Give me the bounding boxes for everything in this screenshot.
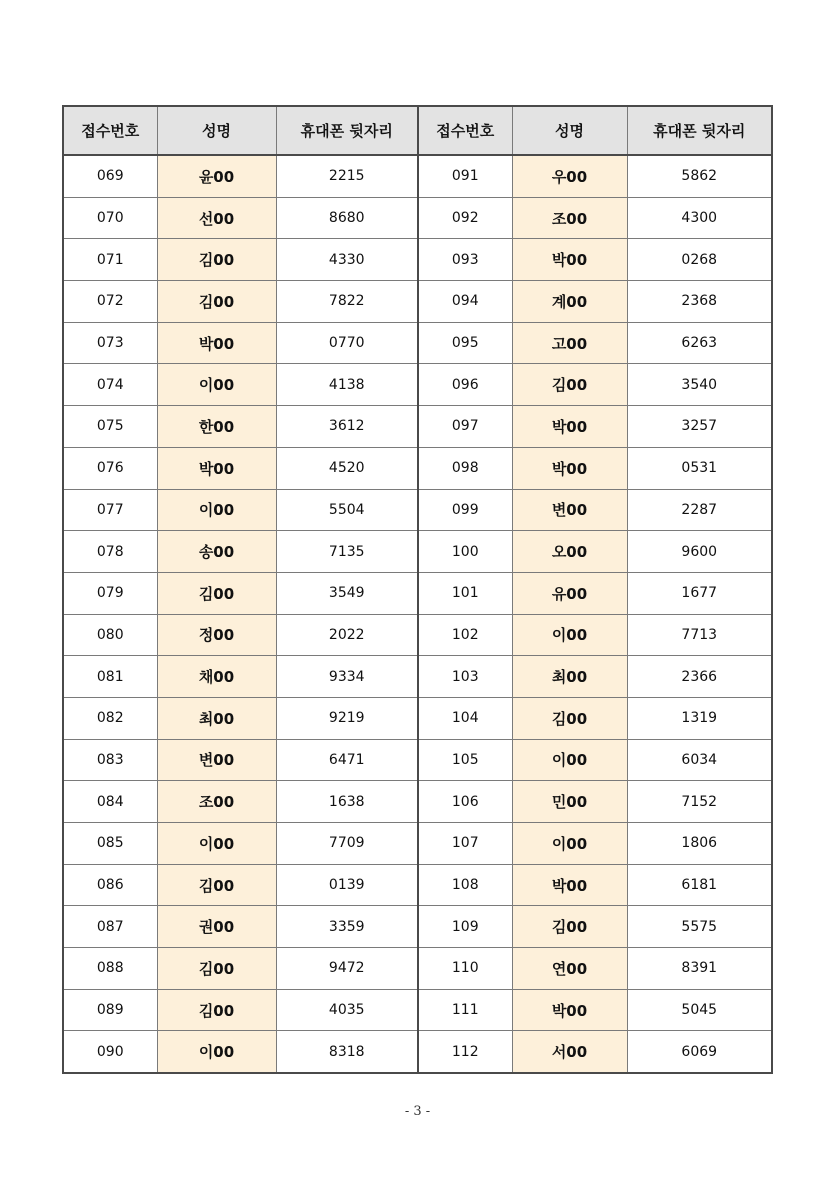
cell-name-left: 선00 — [157, 197, 276, 239]
cell-name-left: 김00 — [157, 948, 276, 990]
cell-name-left: 김00 — [157, 989, 276, 1031]
cell-phone-last-digits-left: 9219 — [276, 697, 418, 739]
cell-phone-last-digits-left: 4330 — [276, 239, 418, 281]
cell-receipt-number-right: 097 — [418, 406, 512, 448]
cell-name-right: 이00 — [512, 614, 627, 656]
cell-name-right: 오00 — [512, 531, 627, 573]
table-row — [63, 572, 772, 614]
cell-phone-last-digits-right: 2368 — [627, 281, 772, 323]
table-row — [63, 906, 772, 948]
cell-receipt-number-right: 101 — [418, 572, 512, 614]
cell-phone-last-digits-left: 7822 — [276, 281, 418, 323]
cell-phone-last-digits-right: 1677 — [627, 572, 772, 614]
cell-receipt-number-right: 098 — [418, 447, 512, 489]
table-row — [63, 281, 772, 323]
cell-receipt-number-right: 107 — [418, 823, 512, 865]
table-row — [63, 697, 772, 739]
table-row — [63, 656, 772, 698]
cell-receipt-number-left: 070 — [63, 197, 157, 239]
table-row — [63, 322, 772, 364]
cell-phone-last-digits-right: 0531 — [627, 447, 772, 489]
cell-receipt-number-left: 072 — [63, 281, 157, 323]
cell-phone-last-digits-left: 0139 — [276, 864, 418, 906]
table-row — [63, 739, 772, 781]
cell-receipt-number-right: 100 — [418, 531, 512, 573]
cell-phone-last-digits-left: 7709 — [276, 823, 418, 865]
cell-receipt-number-right: 103 — [418, 656, 512, 698]
cell-phone-last-digits-right: 3257 — [627, 406, 772, 448]
cell-name-right: 변00 — [512, 489, 627, 531]
cell-receipt-number-left: 082 — [63, 697, 157, 739]
cell-phone-last-digits-left: 4138 — [276, 364, 418, 406]
cell-name-right: 김00 — [512, 697, 627, 739]
cell-name-right: 박00 — [512, 406, 627, 448]
table-row — [63, 489, 772, 531]
cell-receipt-number-left: 086 — [63, 864, 157, 906]
cell-phone-last-digits-right: 6263 — [627, 322, 772, 364]
applicant-table-container — [62, 105, 771, 1074]
cell-name-left: 윤00 — [157, 155, 276, 197]
cell-phone-last-digits-left: 2215 — [276, 155, 418, 197]
table-row — [63, 864, 772, 906]
cell-phone-last-digits-right: 2287 — [627, 489, 772, 531]
cell-name-left: 김00 — [157, 864, 276, 906]
cell-phone-last-digits-right: 4300 — [627, 197, 772, 239]
cell-receipt-number-left: 083 — [63, 739, 157, 781]
cell-phone-last-digits-right: 7713 — [627, 614, 772, 656]
cell-name-left: 이00 — [157, 823, 276, 865]
header-phone-last-digits-left: 휴대폰 뒷자리 — [276, 106, 418, 155]
cell-phone-last-digits-left: 0770 — [276, 322, 418, 364]
cell-phone-last-digits-right: 6034 — [627, 739, 772, 781]
cell-name-left: 송00 — [157, 531, 276, 573]
cell-phone-last-digits-right: 7152 — [627, 781, 772, 823]
cell-phone-last-digits-right: 6069 — [627, 1031, 772, 1073]
cell-phone-last-digits-right: 8391 — [627, 948, 772, 990]
page-number: - 3 - — [404, 1104, 431, 1119]
cell-name-left: 김00 — [157, 239, 276, 281]
cell-receipt-number-left: 090 — [63, 1031, 157, 1073]
cell-name-right: 이00 — [512, 739, 627, 781]
cell-name-right: 박00 — [512, 239, 627, 281]
table-row — [63, 948, 772, 990]
cell-receipt-number-left: 077 — [63, 489, 157, 531]
cell-phone-last-digits-right: 2366 — [627, 656, 772, 698]
cell-name-right: 박00 — [512, 989, 627, 1031]
cell-name-left: 박00 — [157, 322, 276, 364]
cell-receipt-number-left: 071 — [63, 239, 157, 281]
cell-phone-last-digits-left: 5504 — [276, 489, 418, 531]
table-row — [63, 364, 772, 406]
cell-receipt-number-right: 110 — [418, 948, 512, 990]
cell-receipt-number-left: 078 — [63, 531, 157, 573]
cell-receipt-number-right: 092 — [418, 197, 512, 239]
cell-phone-last-digits-left: 4035 — [276, 989, 418, 1031]
cell-phone-last-digits-right: 5862 — [627, 155, 772, 197]
table-header-row — [63, 106, 772, 155]
cell-receipt-number-left: 069 — [63, 155, 157, 197]
cell-phone-last-digits-right: 1319 — [627, 697, 772, 739]
cell-receipt-number-left: 089 — [63, 989, 157, 1031]
cell-name-left: 이00 — [157, 489, 276, 531]
cell-receipt-number-left: 076 — [63, 447, 157, 489]
table-row — [63, 239, 772, 281]
cell-name-left: 이00 — [157, 364, 276, 406]
cell-receipt-number-right: 112 — [418, 1031, 512, 1073]
table-row — [63, 197, 772, 239]
cell-name-right: 우00 — [512, 155, 627, 197]
header-receipt-number-right: 접수번호 — [418, 106, 512, 155]
cell-phone-last-digits-right: 1806 — [627, 823, 772, 865]
table-row — [63, 531, 772, 573]
cell-phone-last-digits-right: 5045 — [627, 989, 772, 1031]
cell-name-left: 최00 — [157, 697, 276, 739]
cell-name-left: 한00 — [157, 406, 276, 448]
cell-receipt-number-left: 084 — [63, 781, 157, 823]
cell-phone-last-digits-left: 4520 — [276, 447, 418, 489]
cell-name-left: 박00 — [157, 447, 276, 489]
cell-name-right: 박00 — [512, 447, 627, 489]
cell-phone-last-digits-left: 9472 — [276, 948, 418, 990]
cell-name-right: 민00 — [512, 781, 627, 823]
cell-phone-last-digits-right: 5575 — [627, 906, 772, 948]
cell-phone-last-digits-left: 8680 — [276, 197, 418, 239]
cell-name-right: 김00 — [512, 364, 627, 406]
cell-phone-last-digits-left: 2022 — [276, 614, 418, 656]
header-phone-last-digits-right: 휴대폰 뒷자리 — [627, 106, 772, 155]
cell-name-right: 고00 — [512, 322, 627, 364]
cell-receipt-number-right: 095 — [418, 322, 512, 364]
table-row — [63, 406, 772, 448]
cell-name-left: 변00 — [157, 739, 276, 781]
cell-receipt-number-right: 104 — [418, 697, 512, 739]
cell-receipt-number-left: 080 — [63, 614, 157, 656]
cell-receipt-number-left: 088 — [63, 948, 157, 990]
table-row — [63, 614, 772, 656]
table-row — [63, 989, 772, 1031]
cell-receipt-number-left: 087 — [63, 906, 157, 948]
cell-phone-last-digits-left: 1638 — [276, 781, 418, 823]
cell-receipt-number-right: 109 — [418, 906, 512, 948]
cell-name-left: 김00 — [157, 281, 276, 323]
cell-name-left: 조00 — [157, 781, 276, 823]
cell-phone-last-digits-left: 3359 — [276, 906, 418, 948]
cell-phone-last-digits-left: 9334 — [276, 656, 418, 698]
header-name-right: 성명 — [512, 106, 627, 155]
cell-name-right: 박00 — [512, 864, 627, 906]
cell-name-left: 채00 — [157, 656, 276, 698]
cell-receipt-number-left: 074 — [63, 364, 157, 406]
cell-name-right: 최00 — [512, 656, 627, 698]
cell-receipt-number-left: 073 — [63, 322, 157, 364]
cell-phone-last-digits-right: 3540 — [627, 364, 772, 406]
cell-receipt-number-right: 111 — [418, 989, 512, 1031]
cell-receipt-number-right: 106 — [418, 781, 512, 823]
cell-phone-last-digits-right: 6181 — [627, 864, 772, 906]
table-row — [63, 823, 772, 865]
cell-phone-last-digits-left: 3549 — [276, 572, 418, 614]
cell-receipt-number-left: 085 — [63, 823, 157, 865]
cell-receipt-number-right: 105 — [418, 739, 512, 781]
cell-receipt-number-right: 094 — [418, 281, 512, 323]
cell-name-right: 김00 — [512, 906, 627, 948]
cell-name-left: 정00 — [157, 614, 276, 656]
cell-phone-last-digits-left: 3612 — [276, 406, 418, 448]
cell-phone-last-digits-right: 9600 — [627, 531, 772, 573]
cell-name-left: 김00 — [157, 572, 276, 614]
cell-name-right: 유00 — [512, 572, 627, 614]
table-row — [63, 781, 772, 823]
cell-receipt-number-right: 091 — [418, 155, 512, 197]
cell-name-right: 조00 — [512, 197, 627, 239]
cell-receipt-number-right: 102 — [418, 614, 512, 656]
cell-receipt-number-right: 093 — [418, 239, 512, 281]
cell-phone-last-digits-left: 8318 — [276, 1031, 418, 1073]
cell-receipt-number-left: 081 — [63, 656, 157, 698]
cell-name-right: 이00 — [512, 823, 627, 865]
cell-phone-last-digits-left: 6471 — [276, 739, 418, 781]
cell-phone-last-digits-right: 0268 — [627, 239, 772, 281]
cell-receipt-number-left: 075 — [63, 406, 157, 448]
table-row — [63, 1031, 772, 1073]
cell-receipt-number-right: 099 — [418, 489, 512, 531]
applicant-table — [62, 105, 773, 1074]
cell-receipt-number-right: 096 — [418, 364, 512, 406]
table-row — [63, 155, 772, 197]
cell-receipt-number-right: 108 — [418, 864, 512, 906]
header-name-left: 성명 — [157, 106, 276, 155]
header-receipt-number-left: 접수번호 — [63, 106, 157, 155]
table-row — [63, 447, 772, 489]
cell-name-right: 계00 — [512, 281, 627, 323]
cell-name-right: 서00 — [512, 1031, 627, 1073]
cell-name-left: 권00 — [157, 906, 276, 948]
cell-name-left: 이00 — [157, 1031, 276, 1073]
cell-name-right: 연00 — [512, 948, 627, 990]
cell-receipt-number-left: 079 — [63, 572, 157, 614]
cell-phone-last-digits-left: 7135 — [276, 531, 418, 573]
